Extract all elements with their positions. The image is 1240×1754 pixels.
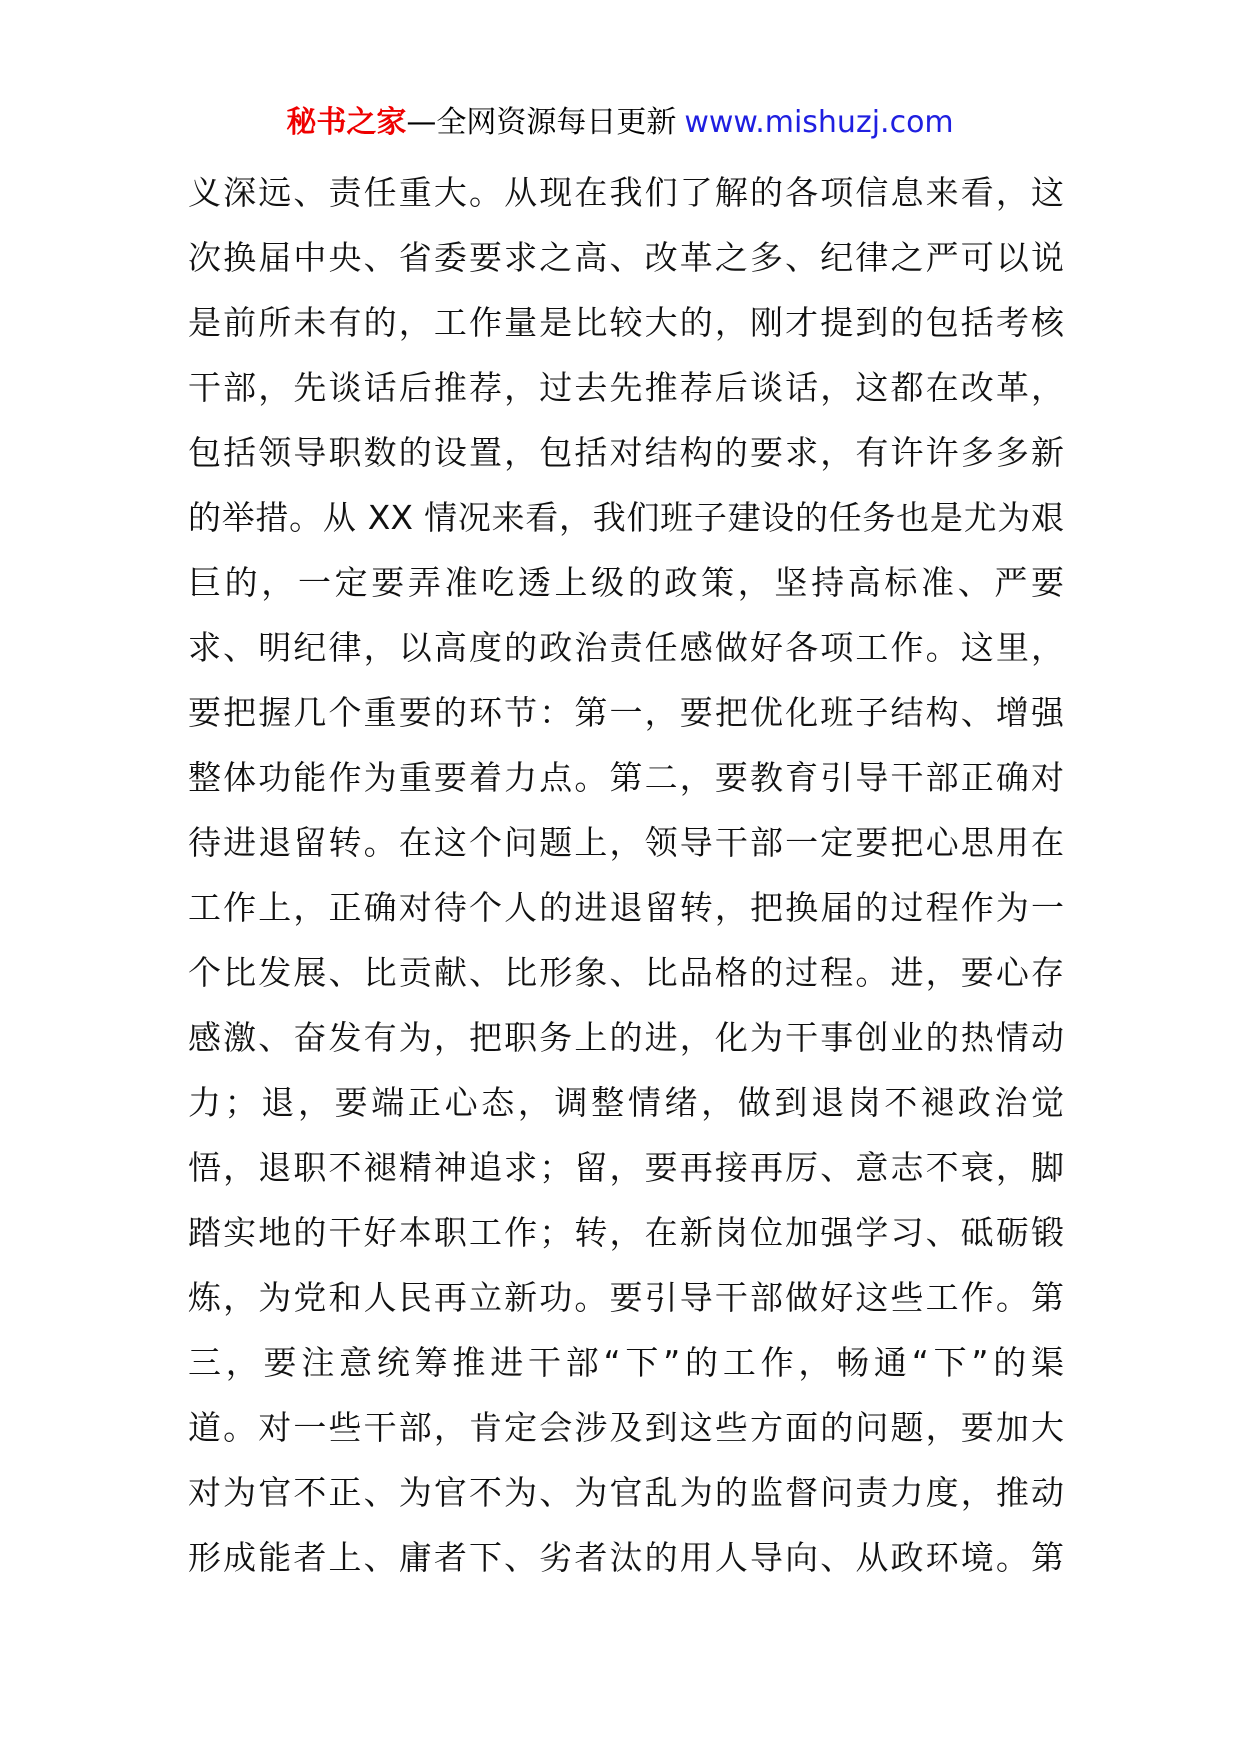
text-line: 是前所未有的，工作量是比较大的，刚才提到的包括考核 (188, 303, 1064, 342)
text-line: 炼，为党和人民再立新功。要引导干部做好这些工作。第 (188, 1278, 1064, 1317)
text-line: 求、明纪律，以高度的政治责任感做好各项工作。这里， (188, 628, 1064, 667)
text-line: 感激、奋发有为，把职务上的进，化为干事创业的热情动 (188, 1018, 1064, 1057)
text-line: 要把握几个重要的环节：第一，要把优化班子结构、增强 (188, 693, 1064, 732)
text-line: 三，要注意统筹推进干部“下”的工作，畅通“下”的渠 (188, 1343, 1064, 1382)
text-line: 整体功能作为重要着力点。第二，要教育引导干部正确对 (188, 758, 1064, 797)
text-line: 道。对一些干部，肯定会涉及到这些方面的问题，要加大 (188, 1408, 1064, 1447)
text-line: 形成能者上、庸者下、劣者汰的用人导向、从政环境。第 (188, 1538, 1064, 1577)
header-tagline: —全网资源每日更新 (406, 105, 677, 140)
text-line: 包括领导职数的设置，包括对结构的要求，有许许多多新 (188, 433, 1064, 472)
text-line: 干部，先谈话后推荐，过去先推荐后谈话，这都在改革， (188, 368, 1064, 407)
text-line: 义深远、责任重大。从现在我们了解的各项信息来看，这 (188, 173, 1064, 212)
text-line: 对为官不正、为官不为、为官乱为的监督问责力度，推动 (188, 1473, 1064, 1512)
site-url-link[interactable]: www.mishuzj.com (684, 105, 954, 140)
text-line: 个比发展、比贡献、比形象、比品格的过程。进，要心存 (188, 953, 1064, 992)
text-line: 待进退留转。在这个问题上，领导干部一定要把心思用在 (188, 823, 1064, 862)
text-line: 悟，退职不褪精神追求；留，要再接再厉、意志不衰，脚 (188, 1148, 1064, 1187)
text-line: 次换届中央、省委要求之高、改革之多、纪律之严可以说 (188, 238, 1064, 277)
page-header (0, 98, 1240, 148)
document-body (188, 160, 1064, 1590)
text-line: 踏实地的干好本职工作；转，在新岗位加强学习、砥砺锻 (188, 1213, 1064, 1252)
text-line: 巨的，一定要弄准吃透上级的政策，坚持高标准、严要 (188, 563, 1064, 602)
text-line: 工作上，正确对待个人的进退留转，把换届的过程作为一 (188, 888, 1064, 927)
text-line: 的举措。从 XX 情况来看，我们班子建设的任务也是尤为艰 (188, 498, 1064, 537)
brand-name: 秘书之家 (286, 105, 407, 140)
text-line: 力；退，要端正心态，调整情绪，做到退岗不褪政治觉 (188, 1083, 1064, 1122)
